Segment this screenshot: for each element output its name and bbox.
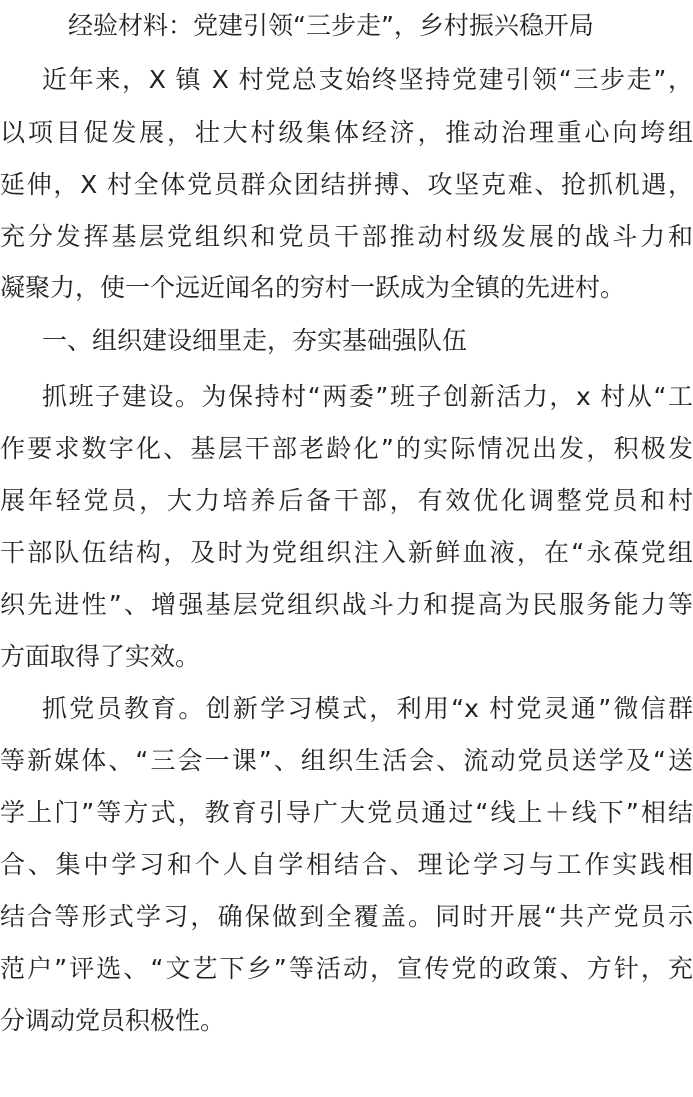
- team-line-1: 抓班子建设。为保持村“两委”班子创新活力，x 村从“工: [42, 382, 693, 411]
- team-line-3: 展年轻党员，大力培养后备干部，有效优化调整党员和村: [0, 486, 693, 515]
- intro-line-5: 凝聚力，使一个远近闻名的穷村一跃成为全镇的先进村。: [0, 273, 626, 302]
- education-line-7: 分调动党员积极性。: [0, 1006, 226, 1035]
- team-line-4: 干部队伍结构，及时为党组织注入新鲜血液，在“永葆党组: [0, 538, 693, 567]
- intro-line-3: 延伸，X 村全体党员群众团结拼搏、攻坚克难、抢抓机遇，: [0, 170, 693, 199]
- intro-line-4: 充分发挥基层党组织和党员干部推动村级发展的战斗力和: [0, 222, 693, 251]
- education-line-4: 合、集中学习和个人自学相结合、理论学习与工作实践相: [0, 850, 693, 879]
- team-line-2: 作要求数字化、基层干部老龄化”的实际情况出发，积极发: [0, 434, 693, 463]
- document-title: 经验材料：党建引领“三步走”，乡村振兴稳开局: [68, 11, 594, 40]
- section-heading: 一、组织建设细里走，夯实基础强队伍: [42, 326, 468, 355]
- team-line-6: 方面取得了实效。: [0, 642, 201, 671]
- education-line-1: 抓党员教育。创新学习模式，利用“x 村党灵通”微信群: [42, 694, 693, 723]
- education-line-5: 结合等形式学习，确保做到全覆盖。同时开展“共产党员示: [0, 902, 693, 931]
- education-line-2: 等新媒体、“三会一课”、组织生活会、流动党员送学及“送: [0, 746, 693, 775]
- education-line-3: 学上门”等方式，教育引导广大党员通过“线上＋线下”相结: [0, 798, 693, 827]
- education-line-6: 范户”评选、“文艺下乡”等活动，宣传党的政策、方针，充: [0, 954, 693, 983]
- intro-line-2: 以项目促发展，壮大村级集体经济，推动治理重心向垮组: [0, 118, 693, 147]
- team-line-5: 织先进性”、增强基层党组织战斗力和提高为民服务能力等: [0, 590, 693, 619]
- intro-line-1: 近年来，X 镇 X 村党总支始终坚持党建引领“三步走”，: [42, 65, 693, 94]
